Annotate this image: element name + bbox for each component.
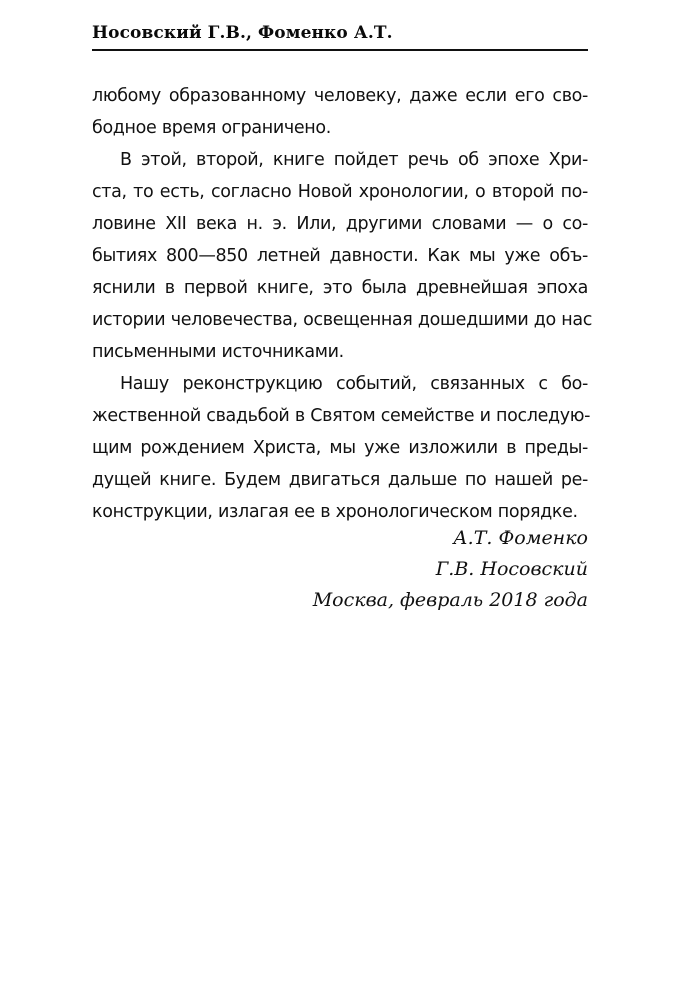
text-line: яснили в первой книге, это была древнейшая эпоха	[92, 278, 588, 298]
signature-author-fomenko: А.Т. Фоменко	[453, 527, 588, 549]
signature-block	[92, 523, 588, 616]
text-line: конструкции, излагая ее в хронологическом порядке.	[92, 502, 578, 522]
text-line: истории человечества, освещенная дошедшими до нас	[92, 310, 593, 330]
text-line: щим рождением Христа, мы уже изложили в преды-	[92, 438, 588, 458]
text-line: ста, то есть, согласно Новой хронологии, о второй по-	[92, 182, 588, 202]
text-line: В этой, второй, книге пойдет речь об эпохе Хри-	[120, 150, 588, 170]
signature-place-date: Москва, февраль 2018 года	[312, 589, 588, 611]
text-line: любому образованному человеку, даже если его сво-	[92, 86, 588, 106]
text-line: Нашу реконструкцию событий, связанных с бо-	[120, 374, 588, 394]
text-line: дущей книге. Будем двигаться дальше по нашей ре-	[92, 470, 588, 490]
running-head-authors: Носовский Г.В., Фоменко А.Т.	[92, 23, 393, 43]
text-line: письменными источниками.	[92, 342, 344, 362]
paragraph-1	[92, 80, 588, 144]
text-line: бодное время ограничено.	[92, 118, 331, 138]
paragraph-3	[92, 368, 591, 528]
text-line: бытиях 800—850 летней давности. Как мы уже объ-	[92, 246, 588, 266]
signature-author-nosovsky: Г.В. Носовский	[435, 558, 588, 580]
paragraph-2	[92, 144, 593, 368]
text-line: ловине XII века н. э. Или, другими словами — о со-	[92, 214, 588, 234]
text-line: жественной свадьбой в Святом семействе и последую-	[92, 406, 591, 426]
header-rule-divider	[92, 49, 588, 51]
body-text	[92, 80, 593, 528]
